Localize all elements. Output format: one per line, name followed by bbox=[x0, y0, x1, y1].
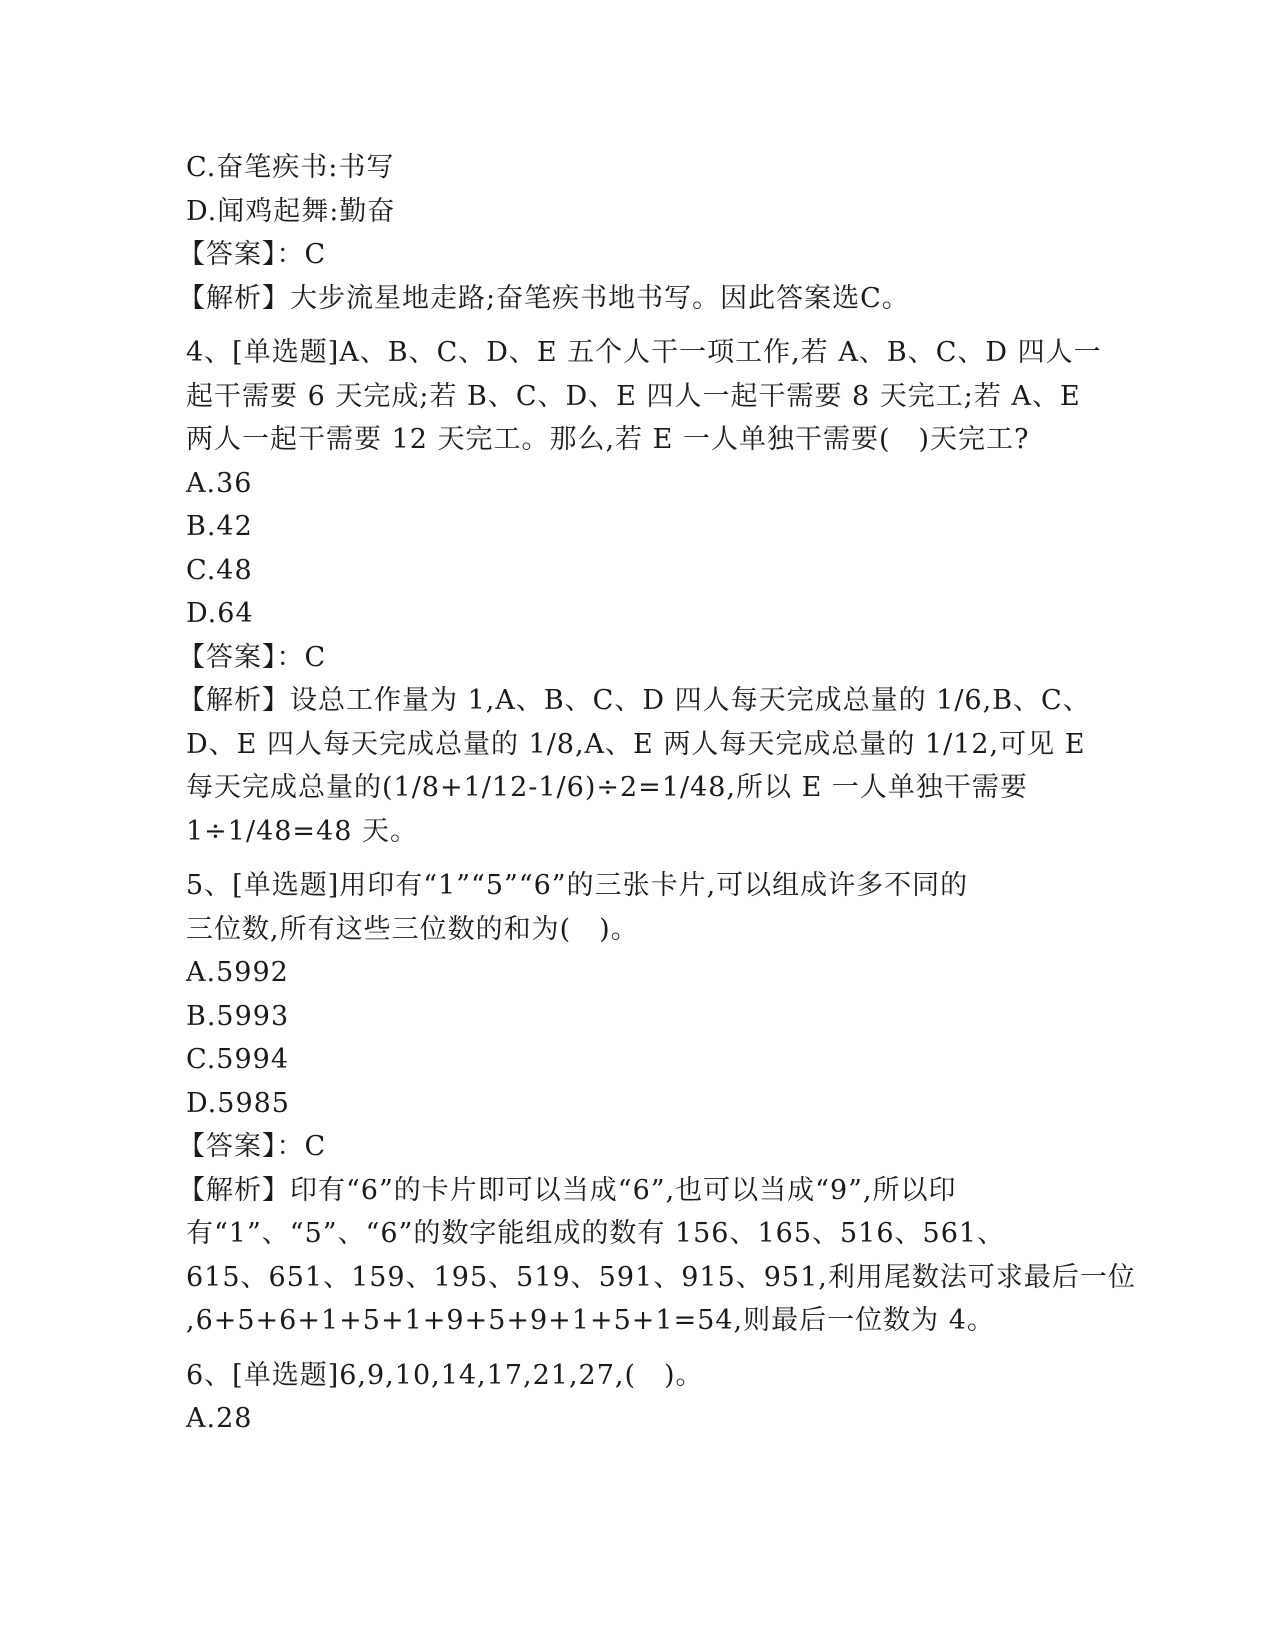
analysis-line: 【解析】大步流星地走路;奋笔疾书地书写。因此答案选C。 bbox=[178, 282, 910, 314]
option-a: A.5992 bbox=[186, 957, 289, 988]
option-a: A.36 bbox=[186, 467, 253, 499]
analysis-line-3: 每天完成总量的(1/8+1/12-1/6)÷2=1/48,所以 E 一人单独干需要 bbox=[186, 772, 1028, 803]
question-4-stem-line-1: 4、[单选题]A、B、C、D、E 五个人干一项工作,若 A、B、C、D 四人一 bbox=[186, 337, 1102, 368]
question-4 bbox=[178, 331, 1102, 853]
document-page bbox=[178, 146, 1136, 1441]
question-5-stem-line-2: 三位数,所有这些三位数的和为( )。 bbox=[186, 913, 639, 945]
answer-line: 【答案】：C bbox=[178, 239, 327, 270]
analysis-line-4: 1÷1/48=48 天。 bbox=[186, 815, 418, 847]
question-5 bbox=[178, 864, 1136, 1343]
question-6-stem-line-1: 6、[单选题]6,9,10,14,17,21,27,( )。 bbox=[186, 1359, 704, 1391]
answer-line: 【答案】：C bbox=[178, 641, 327, 673]
option-d: D.闻鸡起舞:勤奋 bbox=[186, 195, 396, 227]
question-5-stem-line-1: 5、[单选题]用印有“1”“5”“6”的三张卡片,可以组成许多不同的 bbox=[186, 870, 969, 901]
option-c: C.奋笔疾书:书写 bbox=[186, 152, 395, 183]
option-c: C.5994 bbox=[186, 1044, 289, 1075]
analysis-line-4: ,6+5+6+1+5+1+9+5+9+1+5+1=54,则最后一位数为 4。 bbox=[186, 1305, 995, 1336]
option-c: C.48 bbox=[186, 554, 253, 586]
option-b: B.5993 bbox=[186, 1000, 290, 1032]
option-b: B.42 bbox=[186, 511, 253, 542]
analysis-line-2: 有“1”、“5”、“6”的数字能组成的数有 156、165、516、561、 bbox=[186, 1218, 1006, 1249]
option-d: D.5985 bbox=[186, 1087, 290, 1119]
analysis-line-2: D、E 四人每天完成总量的 1/8,A、E 两人每天完成总量的 1/12,可见 E bbox=[186, 728, 1086, 760]
option-a: A.28 bbox=[186, 1403, 253, 1434]
question-3-tail bbox=[178, 146, 1086, 320]
answer-line: 【答案】：C bbox=[178, 1131, 327, 1162]
analysis-line-1: 【解析】设总工作量为 1,A、B、C、D 四人每天完成总量的 1/6,B、C、 bbox=[178, 685, 1091, 716]
analysis-line-1: 【解析】印有“6”的卡片即可以当成“6”,也可以当成“9”,所以印 bbox=[178, 1174, 957, 1206]
option-d: D.64 bbox=[186, 598, 254, 629]
question-4-stem-line-3: 两人一起干需要 12 天完工。那么,若 E 一人单独干需要( )天完工? bbox=[186, 424, 1030, 455]
analysis-line-3: 615、651、159、195、519、591、915、951,利用尾数法可求最后一位 bbox=[186, 1261, 1136, 1293]
question-4-stem-line-2: 起干需要 6 天完成;若 B、C、D、E 四人一起干需要 8 天完工;若 A、E bbox=[186, 380, 1081, 412]
question-6 bbox=[186, 1354, 1086, 1441]
